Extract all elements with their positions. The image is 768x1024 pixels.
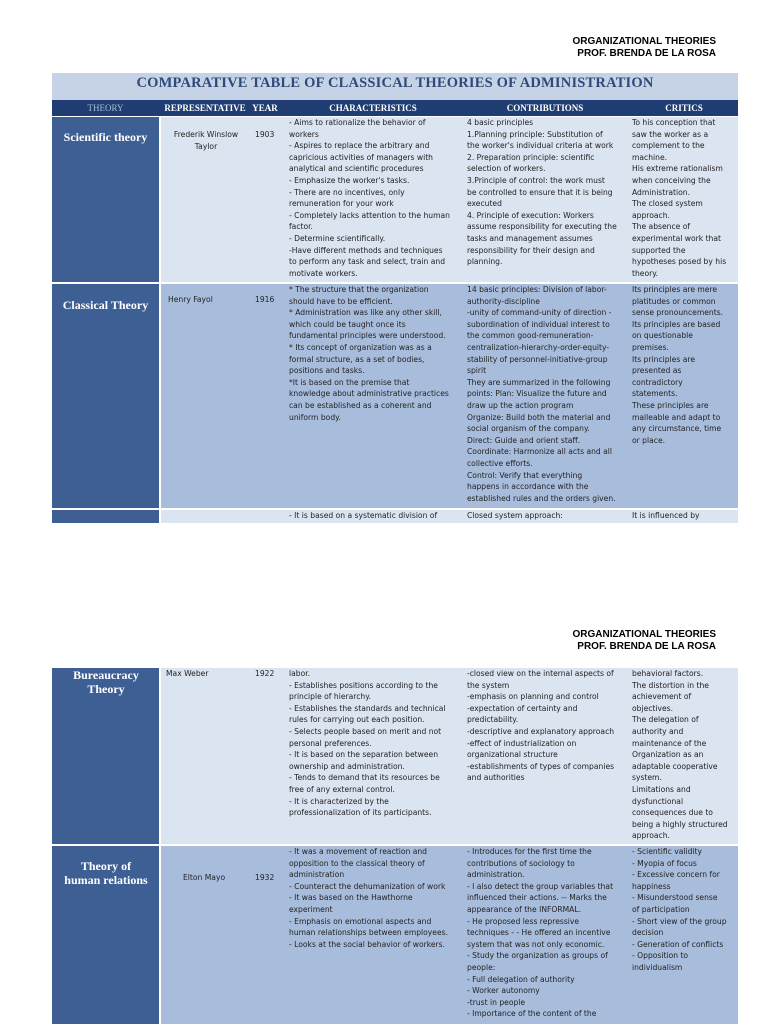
col-critics: CRITICS: [665, 103, 703, 113]
table-header-row: [52, 100, 738, 116]
theory-name: Theory of human relations: [64, 859, 148, 887]
characteristics-text: - It was a movement of reaction and opposition to the classical theory of administration - Counteract the dehumanization of work - It was based on the Hawthorne experiment - Emphasis on emotional aspects and human relationships between employees. - Looks at the social behavior of workers.: [289, 847, 449, 949]
year: 1916: [255, 295, 275, 304]
table-title: COMPARATIVE TABLE OF CLASSICAL THEORIES OF ADMINISTRATION: [52, 73, 738, 100]
col-contributions: CONTRIBUTIONS: [506, 103, 584, 113]
page-header: [572, 36, 716, 60]
representative-name: Max Weber: [166, 669, 209, 678]
critics-text: - Scientific validity - Myopia of focus - Excessive concern for happiness - Misunderstood sense of participation - Short view of the group decision - Generation of conflicts - Opposition to individualism: [632, 847, 727, 972]
characteristics-text: - Aims to rationalize the behavior of workers - Aspires to replace the arbitrary and capricious activities of managers with analytical and scientific procedures - Emphasize the worker's tasks. - There are no incentives, only remuneration for your work - Completely lacks attention to the human factor. - Determine scientifically. -Have different methods and techniques to perform any task and select, train and motivate workers.: [289, 118, 450, 278]
theory-name: Bureaucracy Theory: [73, 668, 139, 696]
critics-text: behavioral factors. The distortion in the achievement of objectives. The delegation of authority and maintenance of the Organization as an adaptable cooperative system. Limitations and dysfunctional consequences due to being a highly structured approach.: [632, 669, 728, 841]
col-year: YEAR: [252, 103, 278, 113]
representative-name: Elton Mayo: [183, 873, 226, 882]
characteristics-text: labor. - Establishes positions according to the principle of hierarchy. - Establishes the standards and technical rules for carrying out each position. - Selects people based on merit and not personal preferences. - It is based on the separation between ownership and administration. - Tends to demand that its resources be free of any external control. - It is characterized by the professionalization of its participants.: [289, 669, 446, 818]
critics-text: Its principles are mere platitudes or common sense pronouncements. Its principles are based on questionable premises. Its principles are presented as contradictory statements. These principles are malleable and adapt to any circumstance, time or place.: [632, 285, 724, 445]
contributions-text: Closed system approach:: [467, 511, 563, 520]
col-representative: REPRESENTATIVE: [164, 103, 246, 113]
representative-name: Henry Fayol: [168, 295, 213, 304]
col-theory: THEORY: [87, 103, 124, 113]
critics-text: To his conception that saw the worker as a complement to the machine. His extreme rationalism when conceiving the Administration. The closed system approach. The absence of experimental work that supported the hypotheses posed by his theory.: [632, 118, 727, 278]
critics-text: It is influenced by: [632, 511, 700, 520]
table-row-scientific: [52, 117, 738, 282]
year: 1922: [255, 669, 275, 678]
characteristics-text: * The structure that the organization should have to be efficient. * Administration was like any other skill, which could be taught once its fundamental principles were understood. * Its concept of organization was as a formal structure, as a set of bodies, positions and tasks. *It is based on the premise that knowledge about administrative practices can be established as a coherent and uniform body.: [289, 285, 449, 422]
contributions-text: -closed view on the internal aspects of the system -emphasis on planning and control -expectation of certainty and predictability. -descriptive and explanatory approach -effect of industrialization on organizational structure -establishments of types of companies and authorities: [467, 669, 615, 783]
theory-name: Scientific theory: [63, 130, 148, 144]
table-row-partial: [52, 510, 738, 523]
year: 1932: [255, 873, 275, 882]
course-title: ORGANIZATIONAL THEORIES: [572, 36, 716, 47]
professor-name: PROF. BRENDA DE LA ROSA: [577, 48, 716, 59]
contributions-text: 14 basic principles: Division of labor- authority-discipline -unity of command-unity of direction - subordination of individual interest to the common good-remuneration- centralization-hierarchy-order-equity- stability of personnel-initiative-group spirit They are summarized in the following points: Plan: Visualize the future and draw up the action program Organize: Build both the material and social organism of the company. Direct: Guide and orient staff. Coordinate: Harmonize all acts and all collective efforts. Control: Verify that everything happens in accordance with the established rules and the orders given.: [467, 285, 616, 503]
theory-name: Classical Theory: [62, 298, 149, 312]
professor-name: PROF. BRENDA DE LA ROSA: [577, 641, 716, 652]
page-header: [572, 629, 716, 653]
contributions-text: - Introduces for the first time the contributions of sociology to administration. - I also detect the group variables that influenced their actions. -- Marks the appearance of the INFORMAL. - He proposed less repressive techniques - - He offered an incentive system that was not only economic. - Study the organization as groups of people: - Full delegation of authority - Worker autonomy -trust in people - Importance of the content of the: [467, 847, 614, 1019]
representative-name: Frederik Winslow Taylor: [173, 130, 239, 151]
course-title: ORGANIZATIONAL THEORIES: [572, 629, 716, 640]
table-row-classical: [52, 284, 738, 508]
year: 1903: [255, 130, 275, 139]
table-row-human-relations: [52, 846, 738, 1024]
contributions-text: 4 basic principles 1.Planning principle: Substitution of the worker's individual criteria at work 2. Preparation principle: scientific selection of workers. 3.Principle of control: the work must be controlled to ensure that it is being executed 4. Principle of execution: Workers assume responsibility for executing the tasks and management assumes responsibility for their design and planning.: [467, 118, 617, 267]
characteristics-text: - It is based on a systematic division of: [289, 511, 438, 520]
table-row-bureaucracy: [52, 668, 738, 844]
col-characteristics: CHARACTERISTICS: [329, 103, 417, 113]
